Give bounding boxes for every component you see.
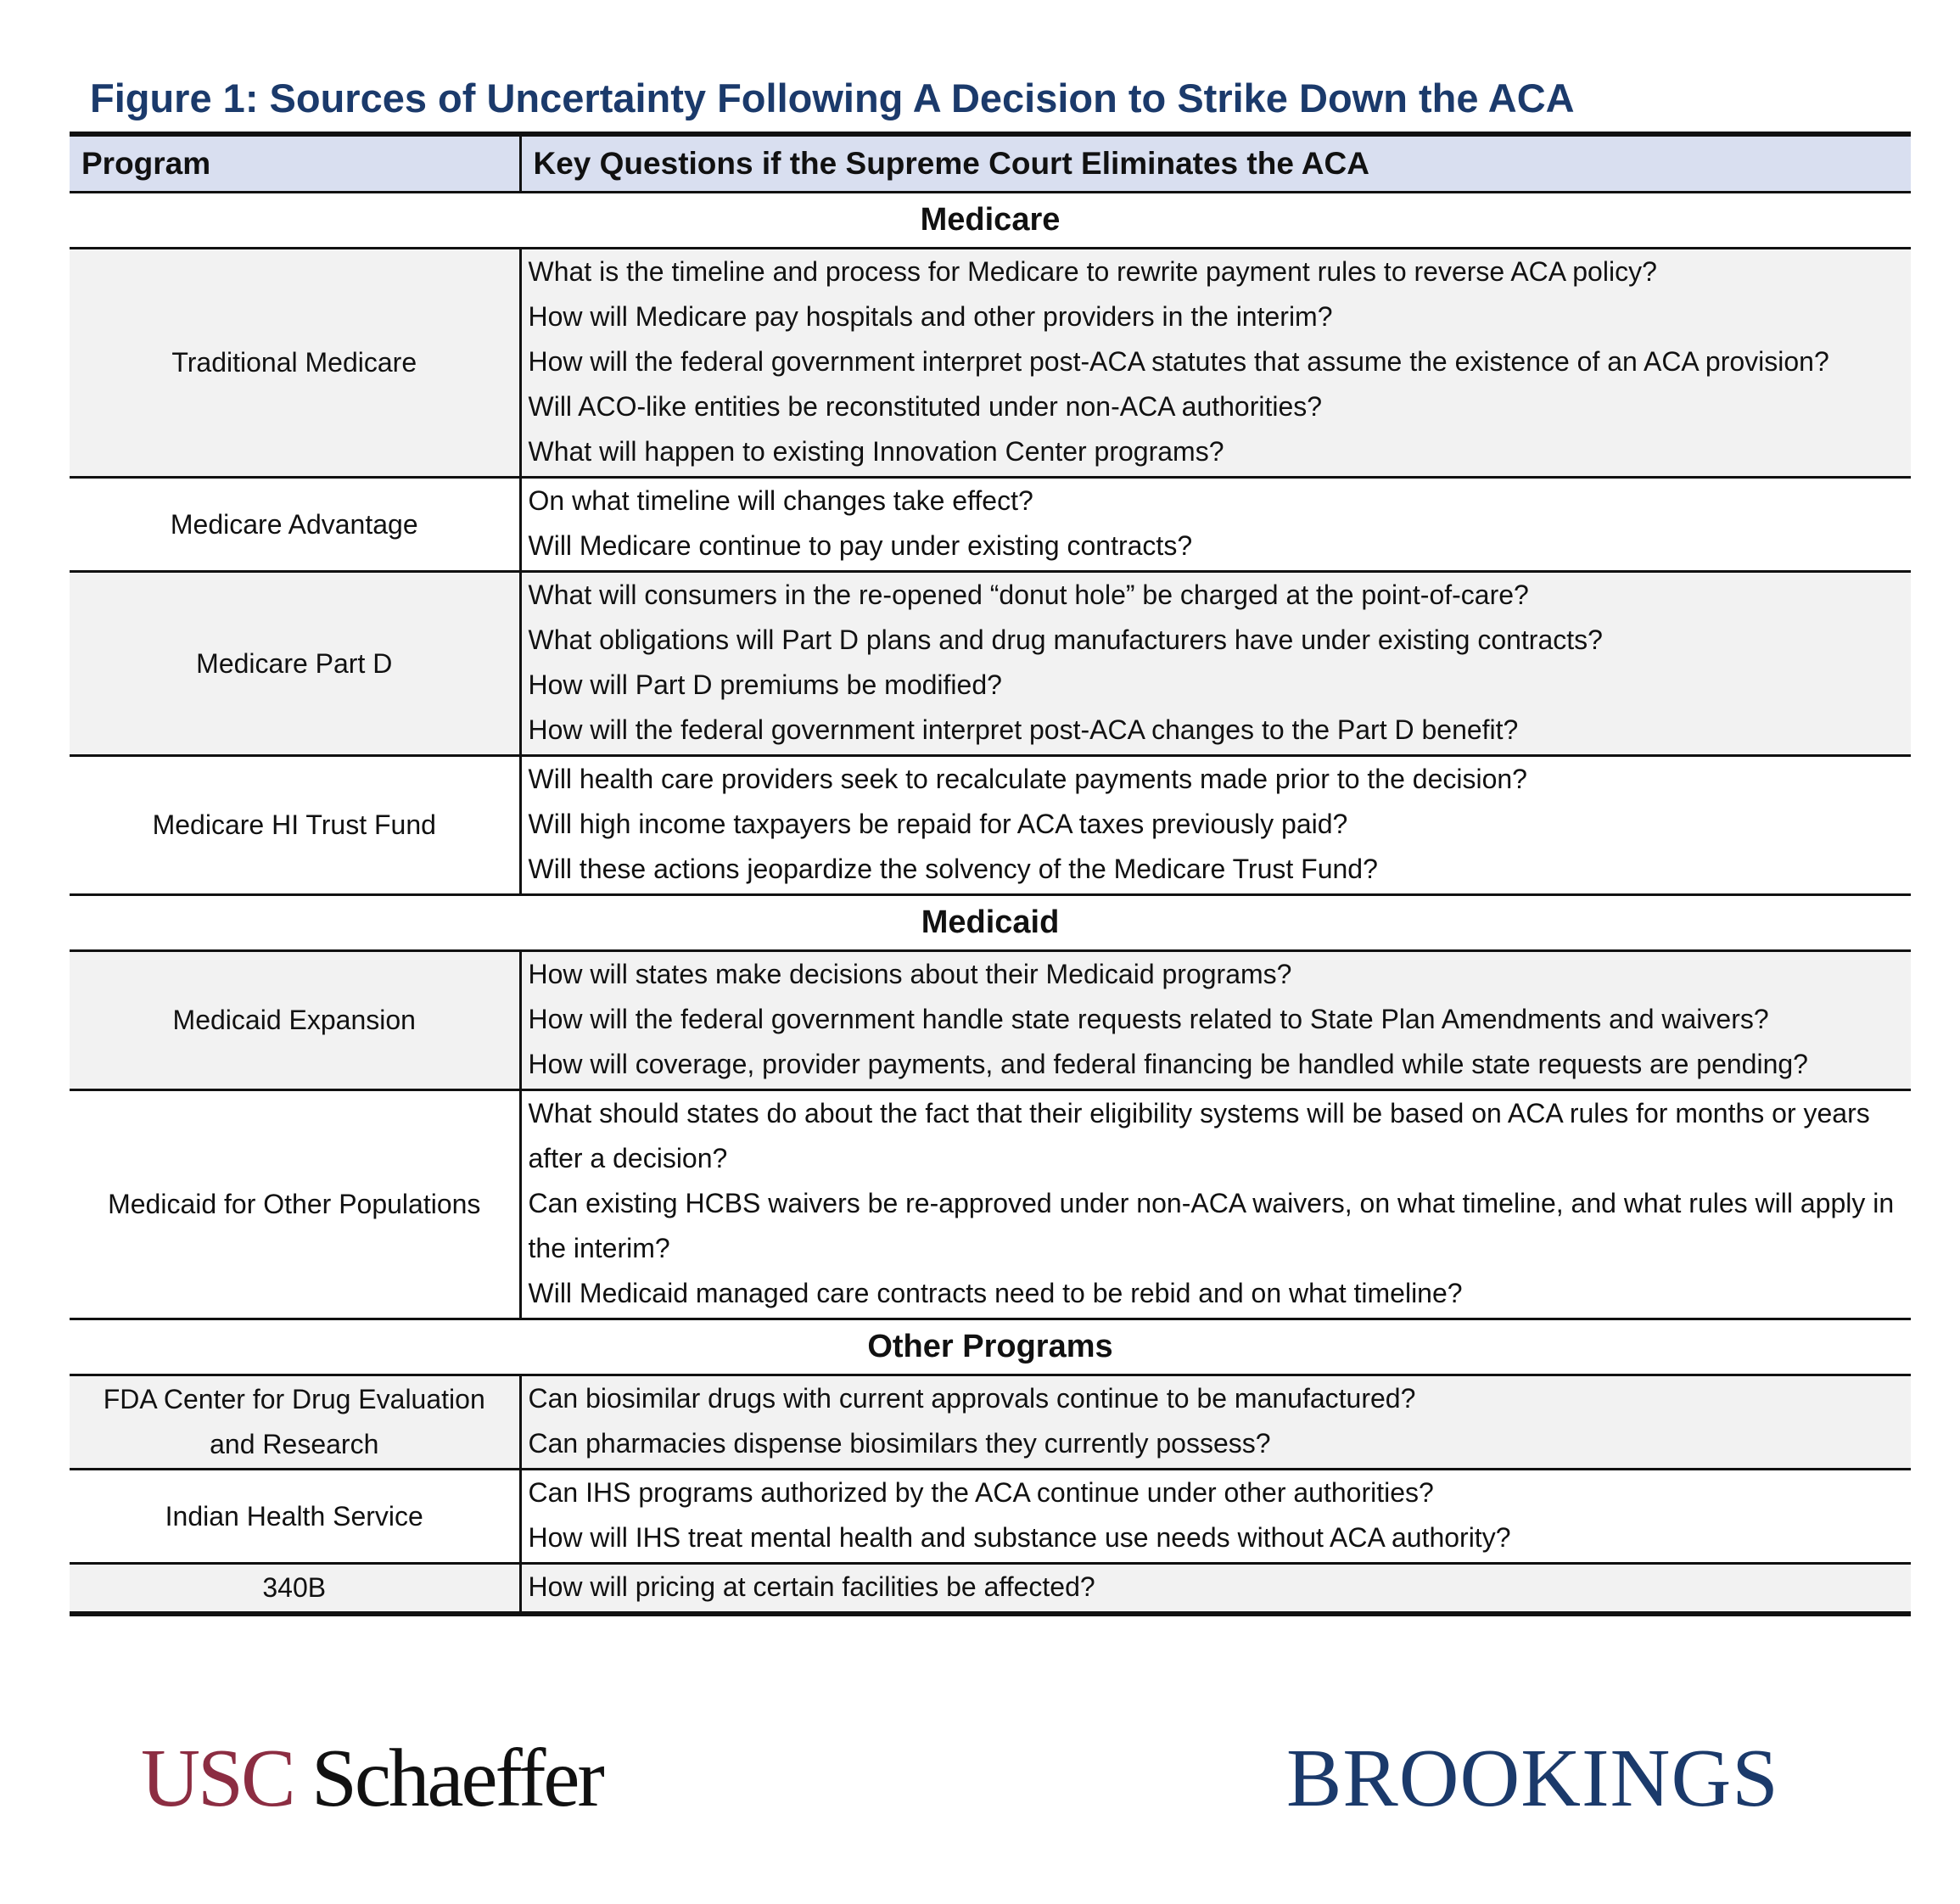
table-row xyxy=(70,1375,1911,1470)
key-question: Can IHS programs authorized by the ACA continue under other authorities? xyxy=(528,1477,1434,1508)
brookings-logo: BROOKINGS xyxy=(1286,1733,1779,1824)
key-question: How will the federal government interpret post-ACA statutes that assume the existence of an ACA provision? xyxy=(528,346,1829,377)
column-header-program: Program xyxy=(70,134,520,193)
key-question: Will high income taxpayers be repaid for ACA taxes previously paid? xyxy=(528,809,1348,839)
question-list xyxy=(520,249,1911,478)
table-row xyxy=(70,1090,1911,1319)
key-question: What will happen to existing Innovation Center programs? xyxy=(528,436,1224,467)
question-list xyxy=(520,478,1911,572)
key-question: How will Medicare pay hospitals and other providers in the interim? xyxy=(528,301,1333,332)
question-list xyxy=(520,1375,1911,1470)
key-question: Will Medicaid managed care contracts need to be rebid and on what timeline? xyxy=(528,1278,1463,1308)
schaeffer-logo-word: Schaeffer xyxy=(311,1733,602,1823)
section-row xyxy=(70,1319,1911,1375)
key-question: Will these actions jeopardize the solvency of the Medicare Trust Fund? xyxy=(528,854,1378,884)
uncertainty-table xyxy=(70,132,1911,1616)
section-heading: Other Programs xyxy=(70,1319,1911,1375)
program-name: FDA Center for Drug Evaluation and Research xyxy=(70,1375,520,1470)
key-question: How will coverage, provider payments, and federal financing be handled while state requests are pending? xyxy=(528,1049,1808,1079)
key-question: Can biosimilar drugs with current approvals continue to be manufactured? xyxy=(528,1383,1416,1414)
key-question: How will pricing at certain facilities be affected? xyxy=(528,1571,1095,1602)
program-name: Medicaid Expansion xyxy=(70,951,520,1090)
question-list xyxy=(520,1090,1911,1319)
usc-schaeffer-logo xyxy=(141,1731,602,1825)
key-question: How will the federal government handle state requests related to State Plan Amendments and waivers? xyxy=(528,1004,1769,1034)
table-row xyxy=(70,478,1911,572)
key-question: What will consumers in the re-opened “donut hole” be charged at the point-of-care? xyxy=(528,580,1529,610)
program-name: Traditional Medicare xyxy=(70,249,520,478)
question-list xyxy=(520,572,1911,756)
key-question: How will IHS treat mental health and substance use needs without ACA authority? xyxy=(528,1522,1511,1553)
section-heading: Medicare xyxy=(70,193,1911,249)
table-header-row xyxy=(70,134,1911,193)
key-question: Can pharmacies dispense biosimilars they currently possess? xyxy=(528,1428,1271,1459)
question-list xyxy=(520,1470,1911,1564)
program-name: Indian Health Service xyxy=(70,1470,520,1564)
question-list xyxy=(520,951,1911,1090)
figure-title: Figure 1: Sources of Uncertainty Following A Decision to Strike Down the ACA xyxy=(90,76,1575,120)
key-question: What is the timeline and process for Medicare to rewrite payment rules to reverse ACA policy? xyxy=(528,256,1657,287)
table-row xyxy=(70,249,1911,478)
key-question: How will states make decisions about their Medicaid programs? xyxy=(528,959,1292,989)
usc-logo-mark: USC xyxy=(141,1733,294,1823)
section-row xyxy=(70,895,1911,951)
table-row xyxy=(70,1564,1911,1615)
program-name: Medicare Part D xyxy=(70,572,520,756)
section-row xyxy=(70,193,1911,249)
column-header-key-questions: Key Questions if the Supreme Court Eliminates the ACA xyxy=(520,134,1911,193)
key-question: What should states do about the fact that their eligibility systems will be based on ACA rules for months or years after a decision? xyxy=(528,1098,1870,1173)
table-row xyxy=(70,756,1911,895)
key-question: Will Medicare continue to pay under existing contracts? xyxy=(528,530,1193,561)
key-question: On what timeline will changes take effect? xyxy=(528,485,1033,516)
key-question: What obligations will Part D plans and drug manufacturers have under existing contracts? xyxy=(528,624,1603,655)
table-row xyxy=(70,951,1911,1090)
program-name: 340B xyxy=(70,1564,520,1615)
section-heading: Medicaid xyxy=(70,895,1911,951)
key-question: How will Part D premiums be modified? xyxy=(528,669,1002,700)
key-question: Will ACO-like entities be reconstituted under non-ACA authorities? xyxy=(528,391,1323,422)
table-row xyxy=(70,1470,1911,1564)
question-list xyxy=(520,756,1911,895)
key-question: How will the federal government interpret post-ACA changes to the Part D benefit? xyxy=(528,714,1519,745)
table-body xyxy=(70,193,1911,1615)
key-question: Will health care providers seek to recalculate payments made prior to the decision? xyxy=(528,764,1527,794)
program-name: Medicare HI Trust Fund xyxy=(70,756,520,895)
question-list xyxy=(520,1564,1911,1615)
program-name: Medicare Advantage xyxy=(70,478,520,572)
key-question: Can existing HCBS waivers be re-approved under non-ACA waivers, on what timeline, and what rules will apply in the interim? xyxy=(528,1188,1895,1263)
table-row xyxy=(70,572,1911,756)
program-name: Medicaid for Other Populations xyxy=(70,1090,520,1319)
